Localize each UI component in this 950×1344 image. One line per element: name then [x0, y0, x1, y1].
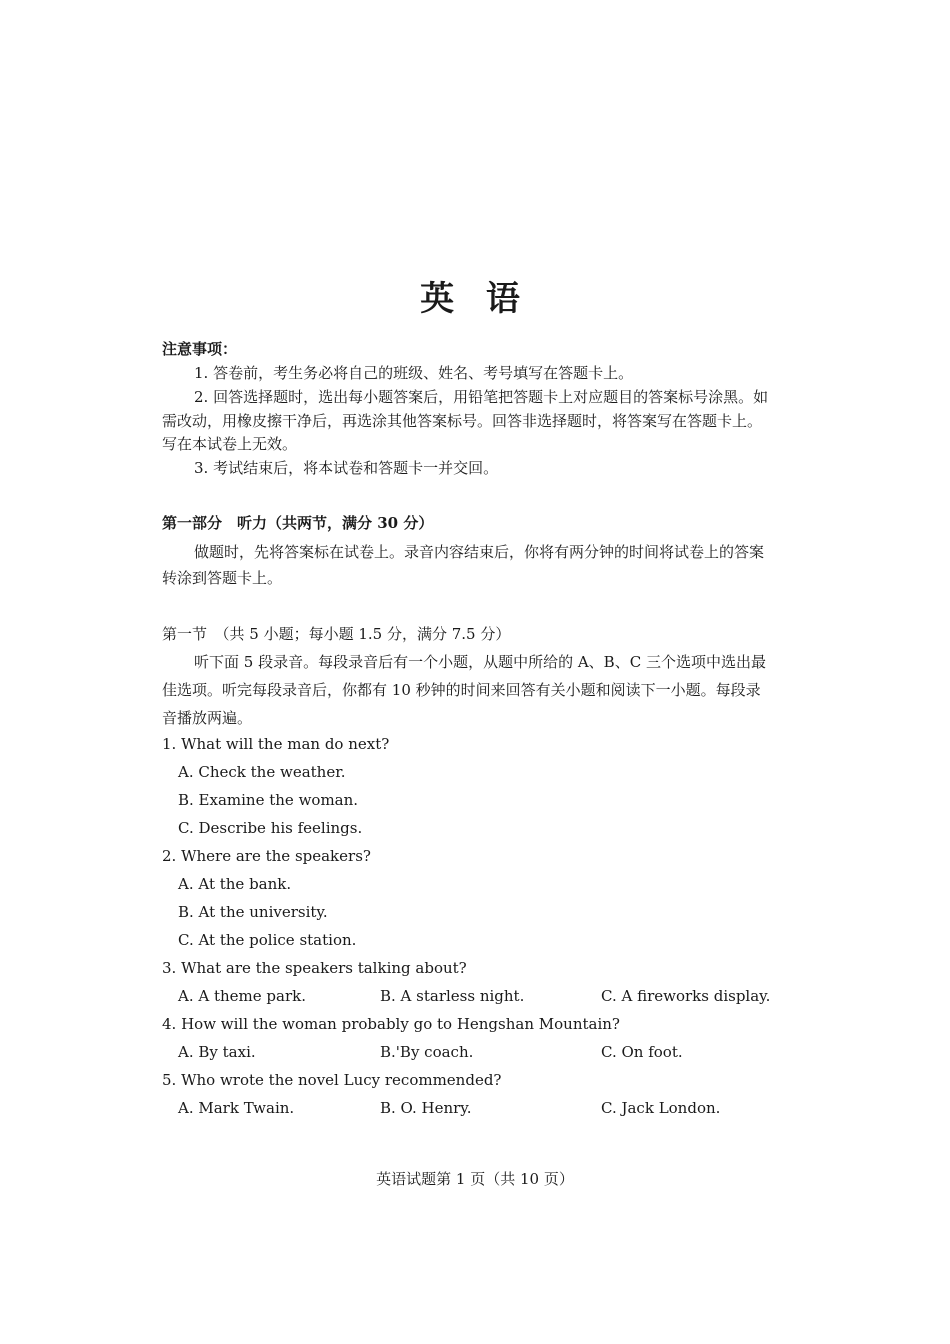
q4-option-b: B.'By coach. — [380, 1043, 474, 1061]
q3-option-c: C. A fireworks display. — [601, 987, 771, 1005]
question-2: 2. Where are the speakers? — [162, 847, 371, 865]
q1-option-b: B. Examine the woman. — [178, 791, 359, 809]
question-1: 1. What will the man do next? — [162, 735, 390, 753]
notice-item-1: 1. 答卷前，考生务必将自己的班级、姓名、考号填写在答题卡上。 — [194, 364, 634, 382]
page-footer: 英语试题第 1 页（共 10 页） — [376, 1170, 574, 1188]
notice-heading: 注意事项： — [162, 340, 238, 358]
page-title: 英 语 — [420, 279, 530, 319]
notice-item-2-cont: 需改动，用橡皮擦干净后，再选涂其他答案标号。回答非选择题时，将答案写在答题卡上。 — [162, 412, 763, 430]
notice-item-3: 3. 考试结束后，将本试卷和答题卡一并交回。 — [194, 459, 499, 477]
part1-instructions-cont: 转涂到答题卡上。 — [162, 569, 283, 587]
q2-option-c: C. At the police station. — [178, 931, 357, 949]
question-3: 3. What are the speakers talking about? — [162, 959, 467, 977]
part1-heading: 第一部分 听力（共两节，满分 30 分） — [162, 514, 434, 532]
notice-item-2-end: 写在本试卷上无效。 — [162, 435, 298, 453]
question-5: 5. Who wrote the novel Lucy recommended? — [162, 1071, 502, 1089]
q4-option-c: C. On foot. — [601, 1043, 683, 1061]
q2-option-a: A. At the bank. — [178, 875, 292, 893]
q1-option-c: C. Describe his feelings. — [178, 819, 363, 837]
section1-heading: 第一节 （共 5 小题；每小题 1.5 分，满分 7.5 分） — [162, 625, 511, 643]
section1-instructions-cont: 佳选项。听完每段录音后，你都有 10 秒钟的时间来回答有关小题和阅读下一小题。每段录 — [162, 681, 761, 699]
notice-item-2: 2. 回答选择题时，选出每小题答案后，用铅笔把答题卡上对应题目的答案标号涂黑。如 — [194, 388, 769, 406]
q3-option-a: A. A theme park. — [178, 987, 306, 1005]
q4-option-a: A. By taxi. — [178, 1043, 256, 1061]
q5-option-b: B. O. Henry. — [380, 1099, 472, 1117]
section1-instructions-end: 音播放两遍。 — [162, 709, 253, 727]
section1-instructions: 听下面 5 段录音。每段录音后有一个小题，从题中所给的 A、B、C 三个选项中选出最 — [194, 653, 766, 671]
question-4: 4. How will the woman probably go to Hengshan Mountain? — [162, 1015, 620, 1033]
q5-option-a: A. Mark Twain. — [178, 1099, 295, 1117]
q2-option-b: B. At the university. — [178, 903, 328, 921]
q5-option-c: C. Jack London. — [601, 1099, 721, 1117]
q3-option-b: B. A starless night. — [380, 987, 525, 1005]
part1-instructions: 做题时，先将答案标在试卷上。录音内容结束后，你将有两分钟的时间将试卷上的答案 — [194, 543, 765, 561]
q1-option-a: A. Check the weather. — [178, 763, 346, 781]
